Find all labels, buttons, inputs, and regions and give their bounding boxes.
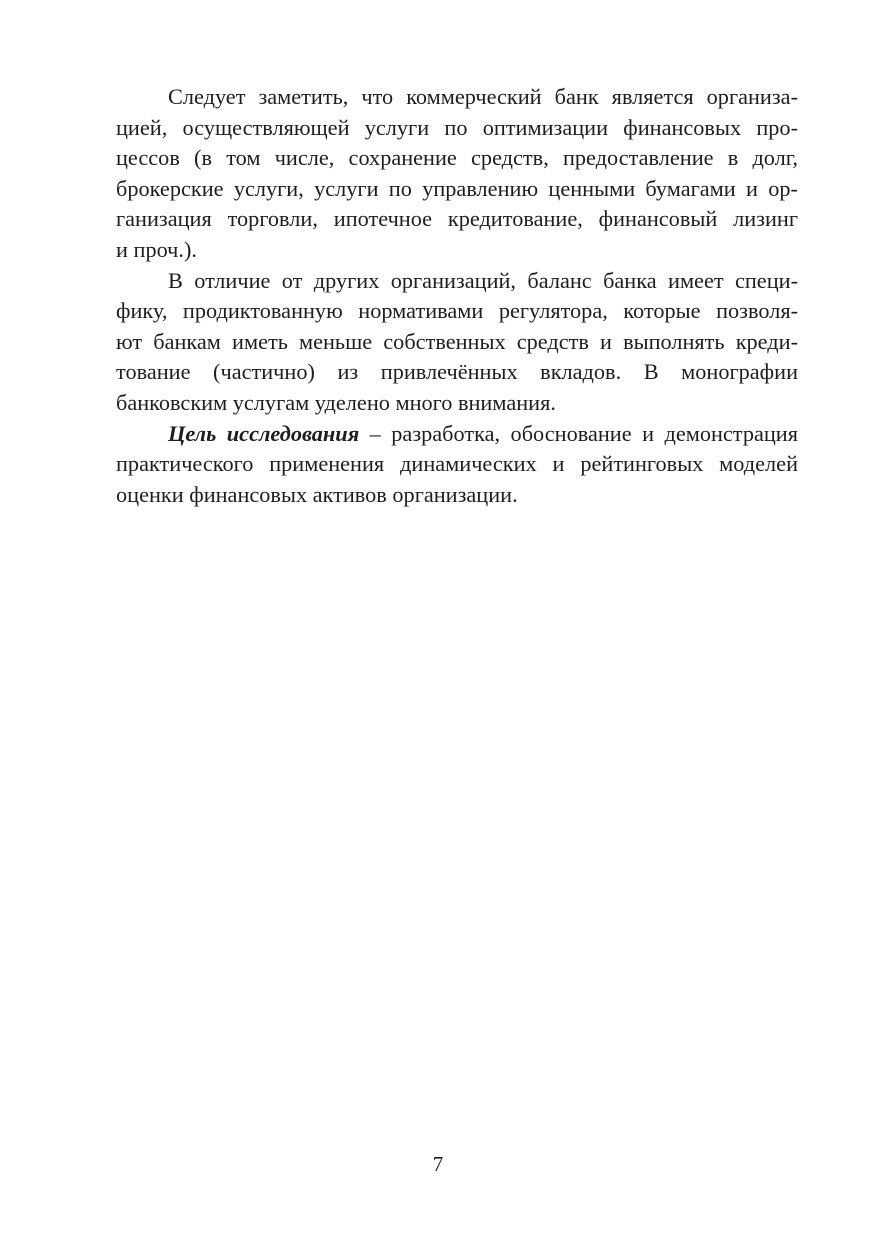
text-line: ют банкам иметь меньше собственных средств и выполнять креди- xyxy=(116,328,798,354)
text-line: тование (частично) из привлечённых вкладов. В монографии xyxy=(116,359,798,385)
text-line: практического применения динамических и рейтинговых моделей xyxy=(116,451,798,477)
paragraph-1 xyxy=(116,82,798,266)
text-line: ганизация торговли, ипотечное кредитование, финансовый лизинг xyxy=(116,206,798,232)
text-line: оценки финансовых активов организации. xyxy=(116,481,518,507)
text-line: Следует заметить, что коммерческий банк является организа- xyxy=(168,84,798,109)
text-line: цией, осуществляющей услуги по оптимизации финансовых про- xyxy=(116,114,798,140)
paragraph-2 xyxy=(116,266,798,419)
research-goal-term: Цель исследования xyxy=(168,420,360,446)
text-line: В отличие от других организаций, баланс банка имеет специ- xyxy=(168,267,798,293)
text-line: и проч.). xyxy=(116,236,197,262)
text-line: брокерские услуги, услуги по управлению ценными бумагами и ор- xyxy=(116,175,798,201)
text-line: банковским услугам уделено много внимания. xyxy=(116,389,556,415)
text-line xyxy=(116,419,798,450)
page-number: 7 xyxy=(432,1152,444,1176)
text-line: цессов (в том числе, сохранение средств, предоставление в долг, xyxy=(116,145,798,171)
text-line: фику, продиктованную нормативами регулятора, которые позволя- xyxy=(116,298,798,324)
research-goal-text: – разработка, обоснование и демонстрация xyxy=(359,420,798,446)
body-text xyxy=(116,82,798,510)
paragraph-3 xyxy=(116,419,798,511)
